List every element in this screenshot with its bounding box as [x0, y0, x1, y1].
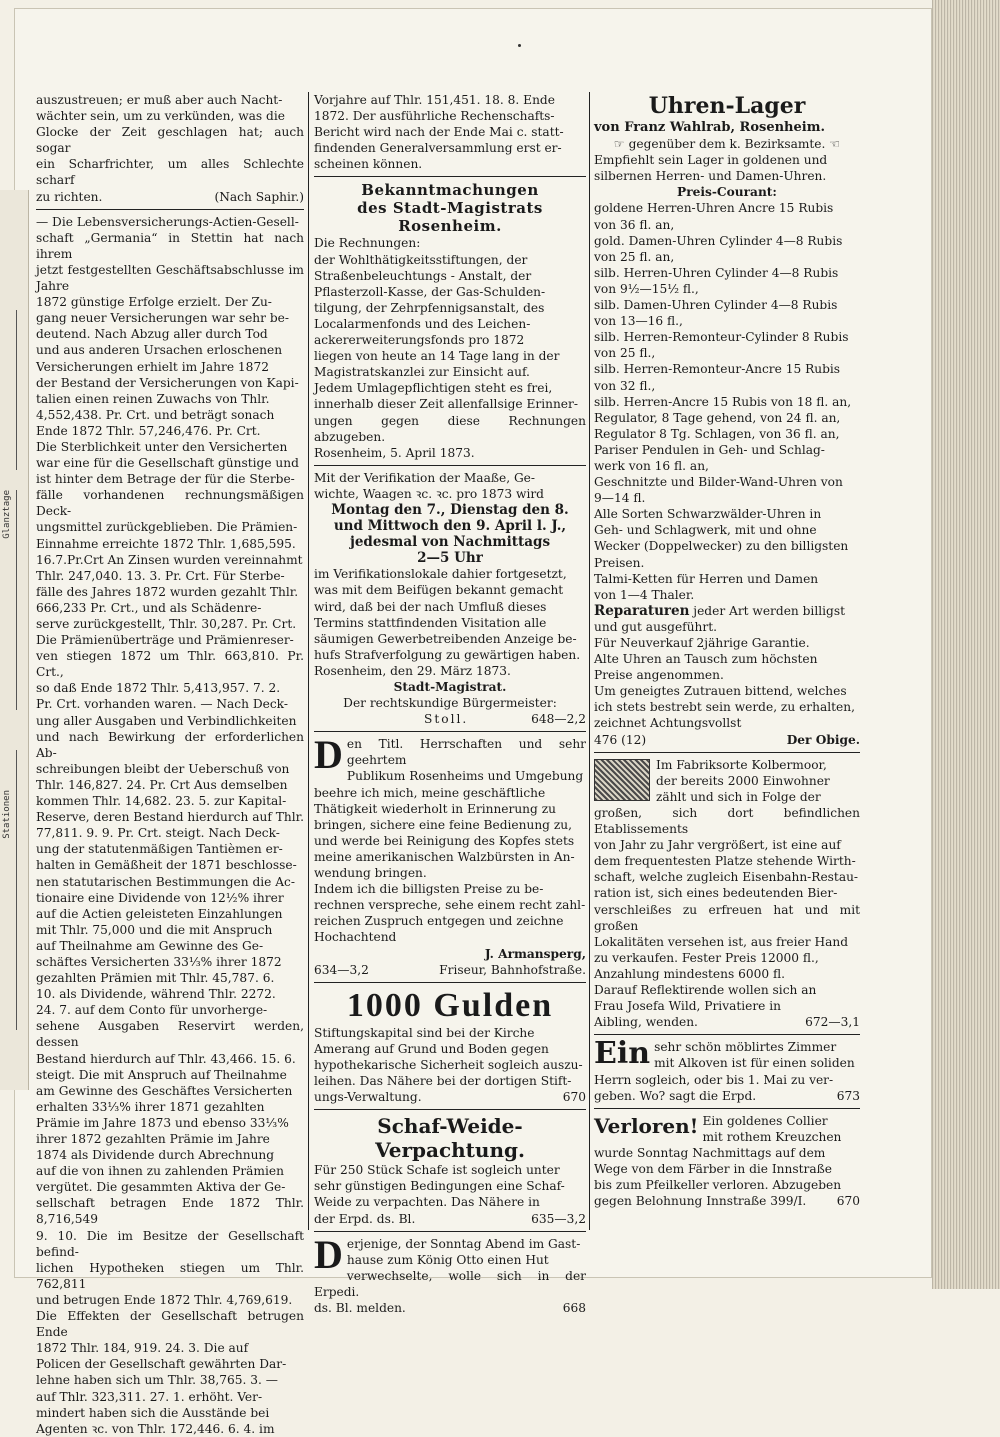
- text-line: tilgung, der Zehrpfennigsanstalt, des: [314, 300, 545, 315]
- text-line: verwechselte, wolle sich in der Erpedi.: [314, 1268, 586, 1299]
- ad-reference: 668: [562, 1301, 586, 1316]
- attribution: (Nach Saphir.): [214, 189, 304, 204]
- pointing-hand-icon: ☜: [825, 137, 841, 152]
- text-line: von Jahr zu Jahr vergrößert, ist eine auf: [594, 838, 841, 853]
- text-line: der Wohlthätigkeitsstiftungen, der: [314, 252, 528, 267]
- text-line: hause zum König Otto einen Hut: [346, 1252, 549, 1267]
- text-line: schaft „Germania“ in Stettin hat nach ihrem: [36, 230, 304, 261]
- text-line: von 13—16 fl.,: [594, 314, 683, 329]
- text-line: auszustreuen; er muß aber auch Nacht-: [36, 93, 283, 107]
- text-line: leihen. Das Nähere bei der dortigen Stift-: [314, 1073, 572, 1088]
- text-line: Geschnitzte und Bilder-Wand-Uhren von: [594, 475, 843, 490]
- text-line: sehr günstigen Bedingungen eine Schaf-: [314, 1179, 565, 1194]
- text-line: mit rothem Kreuzchen: [702, 1129, 842, 1144]
- text-line: ungs-Verwaltung.: [314, 1090, 422, 1105]
- text-line: auf die Actien geleisteten Einzahlungen: [36, 906, 283, 921]
- text-line: auf Theilnahme am Gewinne des Ge-: [36, 938, 264, 953]
- text-line: Frau Josefa Wild, Privatiere in: [594, 999, 782, 1014]
- uhren-location: [594, 136, 860, 152]
- text-line: 1872 günstige Erfolge erzielt. Der Zu-: [36, 295, 272, 310]
- text-line: Alle Sorten Schwarzwälder-Uhren in: [594, 507, 822, 522]
- column-3: [594, 92, 860, 1209]
- stub-label: Glanztage: [2, 490, 12, 539]
- friseur-title: Friseur, Bahnhofstraße.: [439, 962, 586, 977]
- text-line: verschleißes zu erfreuen hat und mit großen: [594, 902, 860, 933]
- text-line: Indem ich die billigsten Preise zu be-: [314, 882, 544, 897]
- text-line: Glocke der Zeit geschlagen hat; auch sogar: [36, 125, 304, 156]
- ad-reference: 672—3,1: [805, 1015, 860, 1030]
- text-line: ich stets bestrebt sein werde, zu erhalten,: [594, 700, 855, 715]
- text-line: war eine für die Gesellschaft günstige und: [36, 456, 299, 471]
- text-line: im Verifikationslokale dahier fortgesetzt,: [314, 567, 567, 582]
- ad-reference: 670: [836, 1194, 860, 1209]
- text-line: tionaire eine Dividende von 12½% ihrer: [36, 890, 284, 905]
- text-line: — Die Lebensversicherungs-Actien-Gesell-: [36, 214, 299, 229]
- text-line: Empfiehlt sein Lager in goldenen und: [594, 153, 828, 168]
- verif-dates-2: und Mittwoch den 9. April l. J.,: [333, 518, 567, 535]
- text-line: Versicherungen erhielt im Jahre 1872: [36, 359, 269, 374]
- text-line: wichte, Waagen ꝛc. ꝛc. pro 1873 wird: [314, 486, 544, 501]
- stub-rule: [16, 310, 17, 470]
- text-line: hypothekarische Sicherheit sogleich auszu-: [314, 1057, 583, 1072]
- essay-ending: [36, 92, 304, 205]
- text-line: Jedem Umlagepflichtigen steht es frei,: [314, 381, 553, 396]
- text-line: sehr schön möblirtes Zimmer: [654, 1040, 837, 1055]
- verifikation-notice: [314, 470, 586, 728]
- uhren-location-text: gegenüber dem k. Bezirksamte.: [628, 137, 826, 152]
- column-1: [36, 92, 304, 1437]
- text-fragment: jeder Art werden billigst: [689, 603, 845, 618]
- text-line: liegen von heute an 14 Tage lang in der: [314, 349, 560, 364]
- text-line: Die Effekten der Gesellschaft betrugen Ende: [36, 1309, 304, 1340]
- friseur-text: [314, 732, 586, 945]
- text-line: Pflasterzoll-Kasse, der Gas-Schulden-: [314, 284, 546, 299]
- friseur-ad: [314, 732, 586, 977]
- text-line: meine amerikanischen Walzbürsten in An-: [314, 849, 575, 864]
- text-line: mit Thlr. 75,000 und die mit Anspruch: [36, 922, 273, 937]
- text-line: schaft, welche zugleich Eisenbahn-Restau-: [594, 870, 859, 885]
- pointing-hand-icon: ☞: [613, 137, 629, 152]
- text-line: bringen, sichere eine feine Bedienung zu,: [314, 817, 572, 832]
- text-line: 1872. Der ausführliche Rechenschafts-: [314, 109, 555, 124]
- text-line: sehene Ausgaben Reservirt werden, dessen: [36, 1019, 304, 1050]
- text-line: Geh- und Schlagwerk, mit und ohne: [594, 523, 817, 538]
- verif-intro: [314, 470, 586, 502]
- text-line: 9. 10. Die im Besitze der Gesellschaft befind-: [36, 1228, 304, 1259]
- stub-rule: [16, 750, 17, 1030]
- text-line: Agenten ꝛc. von Thlr. 172,446. 6. 4. im: [36, 1421, 275, 1436]
- text-line: reichen Zuspruch entgegen und zeichne: [314, 914, 564, 929]
- uhren-headline: Uhren-Lager: [648, 93, 806, 119]
- text-line: silb. Herren-Remonteur-Ancre 15 Rubis: [594, 362, 841, 377]
- section-divider: [314, 465, 586, 466]
- text-line: Amerang auf Grund und Boden gegen: [314, 1041, 549, 1056]
- text-line: von 25 fl. an,: [594, 249, 675, 264]
- text-line: 1872 Thlr. 184, 919. 24. 3. Die auf: [36, 1341, 249, 1356]
- text-line: werk von 16 fl. an,: [594, 458, 709, 473]
- text-line: Bericht wird nach der Ende Mai c. statt-: [314, 125, 564, 140]
- verif-dates-1: Montag den 7., Dienstag den 8.: [331, 501, 569, 518]
- text-line: Publikum Rosenheims und Umgebung: [346, 769, 584, 784]
- schaf-headline: Schaf-Weide-Verpachtung.: [375, 1114, 525, 1163]
- text-line: und betrugen Ende 1872 Thlr. 4,769,619.: [36, 1292, 293, 1307]
- column-rule: [589, 92, 590, 1230]
- text-line: auf Thlr. 323,311. 27. 1. erhöht. Ver-: [36, 1389, 263, 1404]
- text-line: beehre ich mich, meine geschäftliche: [314, 785, 546, 800]
- text-line: was mit dem Beifügen bekannt gemacht: [314, 583, 564, 598]
- rechnungen-notice: [314, 235, 586, 460]
- text-line: bis zum Pfeilkeller verloren. Abzugeben: [594, 1178, 842, 1193]
- column-rule: [308, 92, 309, 1230]
- verif-dates-3: jedesmal von Nachmittags: [349, 534, 551, 551]
- text-line: und werde bei Reinigung des Kopfes stets: [314, 833, 575, 848]
- ad-reference: 635—3,2: [531, 1211, 586, 1226]
- text-line: findenden Generalversammlung erst er-: [314, 141, 562, 156]
- section-divider: [314, 1109, 586, 1110]
- text-line: großen, sich dort befindlichen Etablissements: [594, 805, 860, 837]
- stub-label: Stationen: [2, 790, 12, 839]
- text-line: Vorjahre auf Thlr. 151,451. 18. 8. Ende: [314, 93, 555, 107]
- section-divider: [594, 1034, 860, 1035]
- text-line: geben. Wo? sagt die Erpd.: [594, 1088, 757, 1103]
- text-line: Prämie im Jahre 1873 und ebenso 33⅓%: [36, 1115, 289, 1130]
- text-line: 16.7.Pr.Crt An Zinsen wurden vereinnahmt: [36, 552, 303, 567]
- uhren-signature: Der Obige.: [786, 732, 860, 747]
- text-line: lehne haben sich um Thlr. 38,765. 3. —: [36, 1373, 278, 1388]
- text-line: erjenige, der Sonntag Abend im Gast-: [346, 1236, 581, 1251]
- text-line: deutend. Nach Abzug aller durch Tod: [36, 327, 268, 342]
- section-divider: [314, 982, 586, 983]
- text-line: ds. Bl. melden.: [314, 1301, 406, 1316]
- section-divider: [314, 176, 586, 177]
- text-line: Wege von dem Färber in die Innstraße: [594, 1162, 832, 1177]
- text-line: goldene Herren-Uhren Ancre 15 Rubis: [594, 201, 834, 216]
- text-line: steigt. Die mit Anspruch auf Theilnahme: [36, 1067, 287, 1082]
- text-line: Mit der Verifikation der Maaße, Ge-: [314, 470, 536, 485]
- text-line: zu richten.: [36, 189, 103, 204]
- ad-reference: 673: [836, 1088, 860, 1103]
- text-line: Aibling, wenden.: [594, 1015, 698, 1030]
- text-line: silb. Herren-Ancre 15 Rubis von 18 fl. an,: [594, 394, 852, 409]
- text-line: wächter sein, um zu verkünden, was die: [36, 109, 285, 124]
- uhren-merchant: von Franz Wahlrab, Rosenheim.: [594, 120, 825, 135]
- text-line: rechnen verspreche, sehe einem recht zahl-: [314, 898, 586, 913]
- drop-cap: D: [314, 732, 343, 778]
- text-line: silb. Damen-Uhren Cylinder 4—8 Rubis: [594, 298, 838, 313]
- text-line: und nach Bewirkung der erforderlichen Ab-: [36, 729, 304, 760]
- text-line: 1874 als Dividende durch Abrechnung: [36, 1148, 275, 1163]
- building-illustration-icon: [594, 759, 650, 801]
- section-divider: [314, 731, 586, 732]
- text-line: Rosenheim, 5. April 1873.: [314, 445, 475, 460]
- text-line: von 1—4 Thaler.: [594, 587, 695, 602]
- text-line: ackererweiterungsfonds pro 1872: [314, 333, 525, 348]
- text-line: Darauf Reflektirende wollen sich an: [594, 982, 817, 997]
- text-line: auf die von ihnen zu zahlenden Prämien: [36, 1164, 284, 1179]
- text-line: scheinen können.: [314, 157, 423, 172]
- text-line: Regulator 8 Tg. Schlagen, von 36 fl. an,: [594, 426, 840, 441]
- ad-reference: 634—3,2: [314, 962, 369, 977]
- text-line: ist hinter dem Betrage der für die Sterbe-: [36, 472, 295, 487]
- text-line: Um geneigtes Zutrauen bittend, welches: [594, 684, 847, 699]
- text-line: von 25 fl.,: [594, 346, 656, 361]
- ad-reference: 476 (12): [594, 732, 647, 747]
- text-line: ungsmittel zurückgeblieben. Die Prämien-: [36, 520, 298, 535]
- verif-signature: Stadt-Magistrat.: [393, 680, 507, 694]
- text-line: Talmi-Ketten für Herren und Damen: [594, 571, 819, 586]
- text-line: zählt und sich in Folge der: [656, 789, 821, 804]
- book-page-edges: [932, 0, 1000, 1289]
- magistrat-title: des Stadt-Magistrats Rosenheim.: [357, 199, 543, 236]
- text-line: mindert haben sich die Ausstände bei: [36, 1405, 270, 1420]
- section-divider: [36, 209, 304, 210]
- text-line: Termins stattfindenden Visitation alle: [314, 615, 547, 630]
- text-line: Hochachtend: [314, 930, 397, 945]
- verif-dates-4: 2—5 Uhr: [417, 550, 483, 567]
- text-line: wird, daß bei der nach Umfluß dieses: [314, 599, 547, 614]
- section-divider: [314, 1231, 586, 1232]
- text-line: 4,552,438. Pr. Crt. und beträgt sonach: [36, 407, 275, 422]
- text-line: von 32 fl.,: [594, 378, 656, 393]
- drop-cap: D: [314, 1231, 343, 1277]
- text-line: 10. als Dividende, während Thlr. 2272.: [36, 987, 276, 1002]
- zimmer-ad: [594, 1036, 860, 1103]
- text-line: gold. Damen-Uhren Cylinder 4—8 Rubis: [594, 233, 843, 248]
- text-line: gang neuer Versicherungen war sehr be-: [36, 311, 289, 326]
- text-line: der Erpd. ds. Bl.: [314, 1211, 416, 1226]
- text-line: jetzt festgestellten Geschäftsabschlusse im Jahre: [36, 262, 304, 294]
- text-line: ung der statutenmäßigen Tantièmen er-: [36, 842, 283, 857]
- text-line: Rosenheim, den 29. März 1873.: [314, 663, 511, 678]
- text-line: Localarmenfonds und des Leichen-: [314, 316, 531, 331]
- text-line: ration ist, sich eines bedeutenden Bier-: [594, 886, 838, 901]
- text-line: von 9½—15½ fl.,: [594, 281, 699, 296]
- text-line: schäftes Versicherten 33⅓% ihrer 1872: [36, 954, 282, 969]
- reparaturen-label: Reparaturen: [594, 602, 690, 619]
- text-line: 666,233 Pr. Crt., und als Schädenre-: [36, 600, 262, 615]
- text-line: Herrn sogleich, oder bis 1. Mai zu ver-: [594, 1072, 834, 1087]
- text-line: fälle des Jahres 1872 wurden gezahlt Thlr.: [36, 584, 299, 599]
- section-divider: [594, 1108, 860, 1109]
- text-line: gezahlten Prämien mit Thlr. 45,787. 6.: [36, 971, 275, 986]
- text-line: kommen Thlr. 14,682. 23. 5. zur Kapital-: [36, 794, 287, 809]
- section-divider: [594, 752, 860, 753]
- text-line: Ein goldenes Collier: [702, 1113, 828, 1128]
- print-speck: [518, 44, 521, 47]
- column-2: [314, 92, 586, 1316]
- text-line: ungen gegen diese Rechnungen abzugeben.: [314, 413, 586, 444]
- text-line: lichen Hypotheken stiegen um Thlr. 762,811: [36, 1260, 304, 1291]
- text-line: zu verkaufen. Fester Preis 12000 fl.,: [594, 950, 819, 965]
- text-line: innerhalb dieser Zeit allenfallsige Erinner-: [314, 397, 578, 412]
- verif-body: [314, 566, 586, 679]
- friseur-name: J. Armansperg,: [484, 946, 586, 961]
- text-line: Im Fabriksorte Kolbermoor,: [656, 757, 827, 772]
- text-line: nen statutarischen Bestimmungen die Ac-: [36, 874, 296, 889]
- text-line: Die Prämienüberträge und Prämienreser-: [36, 633, 294, 648]
- text-line: Für Neuverkauf 2jährige Garantie.: [594, 636, 810, 650]
- text-line: Die Rechnungen:: [314, 236, 421, 251]
- text-line: und aus anderen Ursachen erloschenen: [36, 343, 283, 358]
- text-line: Einnahme erreichte 1872 Thlr. 1,685,595.: [36, 536, 296, 551]
- text-line: säumigen Gewerbetreibenden Anzeige be-: [314, 631, 577, 646]
- text-line: schreibungen bleibt der Ueberschuß von: [36, 761, 290, 776]
- verif-signature-role: Der rechtskundige Bürgermeister:: [343, 696, 557, 711]
- ad-reference: 670: [562, 1090, 586, 1105]
- text-line: Anzahlung mindestens 6000 fl.: [594, 966, 786, 981]
- text-line: Magistratskanzlei zur Einsicht auf.: [314, 365, 530, 380]
- text-line: am Gewinne des Geschäftes Versicherten: [36, 1083, 293, 1098]
- ein-headline: Ein: [594, 1036, 651, 1072]
- text-line: hufs Strafverfolgung zu gewärtigen haben.: [314, 647, 581, 662]
- gulden-headline: 1000 Gulden: [346, 986, 554, 1024]
- preis-title: Preis-Courant:: [677, 185, 777, 200]
- text-line: Thlr. 247,040. 13. 3. Pr. Crt. Für Sterbe-: [36, 568, 285, 583]
- text-line: sellschaft betragen Ende 1872 Thlr. 8,716,549: [36, 1196, 304, 1227]
- text-line: ein Scharfrichter, um alles Schlechte scharf: [36, 157, 304, 188]
- text-line: Thlr. 146,827. 24. Pr. Crt Aus demselben: [36, 777, 288, 792]
- germania-article: [36, 214, 304, 1437]
- text-line: talien einen reinen Zuwachs von Thlr.: [36, 391, 270, 406]
- text-line: Pr. Crt. vorhanden waren. — Nach Deck-: [36, 697, 288, 712]
- text-line: Preisen.: [594, 555, 645, 570]
- text-line: Regulator, 8 Tage gehend, von 24 fl. an,: [594, 410, 841, 425]
- text-line: mit Alkoven ist für einen soliden: [654, 1056, 855, 1071]
- text-line: Thätigkeit wiederholt in Erinnerung zu: [314, 801, 556, 816]
- hut-ad: [314, 1231, 586, 1317]
- text-line: silb. Herren-Remonteur-Cylinder 8 Rubis: [594, 330, 849, 345]
- text-line: der Bestand der Versicherungen von Kapi-: [36, 375, 299, 390]
- text-line: Stiftungskapital sind bei der Kirche: [314, 1025, 535, 1040]
- text-line: ihrer 1872 gezahlten Prämie im Jahre: [36, 1132, 270, 1146]
- text-line: ven stiegen 1872 um Thlr. 663,810. Pr. Crt.,: [36, 649, 304, 680]
- reparaturen-text: [594, 619, 860, 732]
- text-line: Bestand hierdurch auf Thlr. 43,466. 15. 6.: [36, 1051, 296, 1066]
- text-line: Die Sterblichkeit unter den Versicherten: [36, 439, 288, 454]
- text-line: silb. Herren-Uhren Cylinder 4—8 Rubis: [594, 265, 839, 280]
- text-line: Policen der Gesellschaft gewährten Dar-: [36, 1357, 287, 1372]
- text-line: Alte Uhren an Tausch zum höchsten: [594, 652, 818, 667]
- text-line: Weide zu verpachten. Das Nähere in: [314, 1195, 540, 1210]
- verloren-ad: [594, 1113, 860, 1210]
- stub-rule: [16, 490, 17, 710]
- ad-reference: 648—2,2: [531, 712, 586, 727]
- text-line: Preise angenommen.: [594, 668, 724, 683]
- text-line: wurde Sonntag Nachmittags auf dem: [594, 1146, 826, 1160]
- text-line: halten in Gemäßheit der 1871 beschlosse-: [36, 858, 297, 873]
- reparaturen-line: [594, 603, 860, 619]
- text-line: zeichnet Achtungsvollst: [594, 716, 742, 731]
- verloren-headline: Verloren!: [594, 1113, 699, 1138]
- text-line: und gut ausgeführt.: [594, 619, 717, 634]
- text-line: gegen Belohnung Innstraße 399/I.: [594, 1194, 807, 1209]
- text-line: en Titl. Herrschaften und sehr geehrtem: [346, 737, 586, 768]
- uhren-footer: [594, 732, 860, 748]
- price-list: [594, 200, 860, 602]
- signer-name: Stoll.: [424, 712, 469, 727]
- friseur-footer: [314, 962, 586, 978]
- text-line: vergütet. Die gesammten Aktiva der Ge-: [36, 1180, 286, 1195]
- text-line: Straßenbeleuchtungs - Anstalt, der: [314, 268, 532, 283]
- verif-footer: [314, 711, 586, 727]
- text-line: der bereits 2000 Einwohner: [656, 773, 830, 788]
- text-line: Lokalitäten versehen ist, aus freier Hand: [594, 934, 848, 949]
- text-line: Reserve, deren Bestand hierdurch auf Thlr.: [36, 810, 304, 825]
- text-line: 24. 7. auf dem Conto für unvorherge-: [36, 1003, 268, 1018]
- text-line: silbernen Herren- und Damen-Uhren.: [594, 169, 827, 184]
- text-line: 77,811. 9. 9. Pr. Crt. steigt. Nach Deck-: [36, 826, 280, 841]
- article-continuation: [314, 92, 586, 172]
- text-line: Für 250 Stück Schafe ist sogleich unter: [314, 1163, 560, 1178]
- uhren-intro: [594, 152, 860, 184]
- text-line: fälle vorhandenen rechnungsmäßigen Deck-: [36, 488, 304, 519]
- bekanntmachungen-title: Bekanntmachungen: [361, 181, 539, 200]
- text-line: so daß Ende 1872 Thlr. 5,413,957. 7. 2.: [36, 681, 281, 696]
- text-line: Pariser Pendulen in Geh- und Schlag-: [594, 442, 825, 457]
- left-margin-stub: [0, 190, 29, 1090]
- text-line: dem frequentesten Platze stehende Wirth-: [594, 854, 856, 869]
- kolbermoor-ad: [594, 757, 860, 1031]
- text-line: serve zurückgestellt, Thlr. 30,287. Pr. Crt.: [36, 617, 297, 631]
- text-line: 9—14 fl.: [594, 491, 646, 506]
- text-line: Ende 1872 Thlr. 57,246,476. Pr. Crt.: [36, 423, 261, 438]
- text-line: wendung bringen.: [314, 866, 427, 881]
- text-line: Wecker (Doppelwecker) zu den billigsten: [594, 539, 849, 554]
- text-line: von 36 fl. an,: [594, 217, 675, 232]
- text-line: erhalten 33⅓% ihrer 1871 gezahlten: [36, 1099, 265, 1114]
- text-line-with-attribution: [36, 189, 304, 205]
- text-line: ung aller Ausgaben und Verbindlichkeiten: [36, 713, 297, 728]
